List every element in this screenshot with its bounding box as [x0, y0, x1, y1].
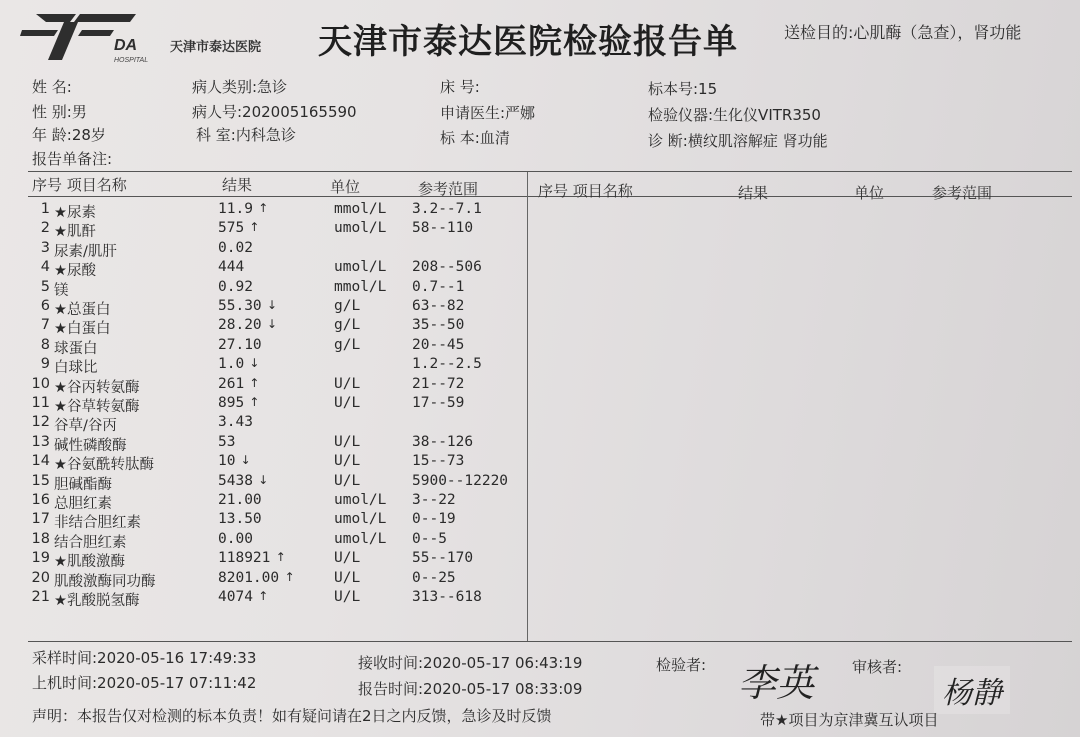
test-name: 结合胆红素 — [54, 534, 127, 551]
row-number: 21 — [31, 589, 50, 605]
test-result: 13.50 — [218, 511, 262, 528]
row-number: 11 — [31, 395, 50, 411]
test-unit: U/L — [334, 433, 361, 450]
report-time: 报告时间:2020-05-17 08:33:09 — [358, 680, 583, 698]
col-reference-right: 参考范围 — [932, 184, 993, 202]
patient-number: 病人号:202005165590 — [192, 103, 357, 121]
col-no-name-right: 序号 项目名称 — [538, 182, 633, 200]
test-name: 镁 — [54, 282, 69, 299]
hospital-name-small: 天津市泰达医院 — [170, 40, 262, 55]
row-number: 13 — [31, 433, 50, 450]
col-result: 结果 — [222, 176, 253, 194]
test-name: 非结合胆红素 — [54, 515, 141, 532]
test-unit: umol/L — [334, 492, 387, 508]
mutual-recognition-note: 带★项目为京津冀互认项目 — [760, 711, 939, 729]
row-number: 1 — [40, 201, 50, 217]
test-result: 5438 — [218, 472, 253, 489]
reviewer-label: 审核者: — [852, 658, 903, 676]
test-result: 0.02 — [218, 239, 253, 256]
reference-range: 55--170 — [412, 550, 474, 567]
test-unit: U/L — [334, 550, 361, 567]
machine-time: 上机时间:2020-05-17 07:11:42 — [32, 674, 257, 692]
table-row — [0, 531, 520, 550]
test-unit: U/L — [334, 453, 361, 470]
report-remark: 报告单备注: — [32, 150, 113, 168]
test-result: 895 — [218, 395, 245, 411]
arrow-down-icon: ↓ — [267, 298, 278, 312]
test-unit: g/L — [334, 317, 361, 334]
test-result: 21.00 — [218, 492, 262, 508]
test-unit: g/L — [334, 336, 361, 353]
row-number: 10 — [31, 375, 50, 392]
reference-range: 3.2--7.1 — [412, 201, 482, 217]
test-unit: umol/L — [334, 530, 387, 547]
logo-text: DA — [114, 37, 138, 54]
arrow-up-icon: ↑ — [249, 220, 260, 235]
row-number: 17 — [31, 511, 50, 528]
specimen-number: 标本号:15 — [648, 80, 718, 98]
reference-range: 58--110 — [412, 220, 474, 237]
table-row — [0, 453, 520, 472]
col-result-right: 结果 — [738, 184, 769, 202]
reference-range: 63--82 — [412, 298, 465, 314]
row-number: 20 — [31, 569, 50, 586]
table-row — [0, 473, 520, 492]
col-reference: 参考范围 — [418, 180, 479, 198]
col-unit-right: 单位 — [854, 184, 885, 202]
test-name: ★总蛋白 — [54, 302, 111, 318]
reference-range: 0--5 — [412, 530, 447, 547]
test-result: 11.9 — [218, 201, 253, 217]
sample-time: 采样时间:2020-05-16 17:49:33 — [32, 649, 257, 667]
row-number: 4 — [40, 259, 50, 276]
row-number: 7 — [40, 317, 50, 334]
row-number: 18 — [31, 530, 50, 547]
test-unit: U/L — [334, 589, 361, 605]
test-name: ★乳酸脱氢酶 — [54, 593, 140, 609]
receive-time: 接收时间:2020-05-17 06:43:19 — [358, 654, 583, 672]
reference-range: 17--59 — [412, 395, 465, 411]
table-row — [0, 201, 520, 220]
test-result: 0.00 — [218, 530, 253, 547]
arrow-up-icon: ↑ — [284, 569, 295, 584]
disclaimer: 声明：本报告仅对检测的标本负责！如有疑问请在2日之内反馈，急诊及时反馈 — [32, 707, 552, 725]
test-unit: U/L — [334, 472, 361, 489]
test-unit: U/L — [334, 375, 361, 392]
test-name: ★谷氨酰转肽酶 — [54, 457, 154, 474]
row-number: 12 — [31, 414, 50, 431]
logo-subtext: HOSPITAL — [114, 57, 149, 64]
test-name: 肌酸激酶同功酶 — [54, 573, 156, 590]
arrow-up-icon: ↑ — [258, 589, 269, 603]
reference-range: 5900--12220 — [412, 472, 509, 489]
test-unit: umol/L — [334, 511, 387, 528]
row-number: 8 — [40, 336, 50, 353]
test-name: 胆碱酯酶 — [54, 476, 112, 493]
bed-number: 床 号: — [440, 78, 480, 96]
test-result: 575 — [218, 220, 245, 237]
patient-category: 病人类别:急诊 — [192, 78, 288, 96]
test-unit: U/L — [334, 395, 361, 411]
specimen-type: 标 本:血清 — [440, 129, 510, 147]
test-result: 444 — [218, 259, 245, 276]
table-row — [0, 492, 520, 511]
row-number: 6 — [40, 298, 50, 314]
test-result: 0.92 — [218, 278, 253, 295]
test-result: 55.30 — [218, 298, 262, 314]
col-no-name: 序号 项目名称 — [32, 176, 127, 194]
reference-range: 35--50 — [412, 317, 465, 334]
test-name: ★白蛋白 — [54, 321, 111, 338]
test-unit: mmol/L — [334, 201, 387, 217]
test-name: ★尿素 — [54, 205, 96, 221]
table-row — [0, 259, 520, 278]
test-unit: umol/L — [334, 220, 387, 237]
table-row — [0, 279, 520, 298]
test-unit: g/L — [334, 298, 361, 314]
reference-range: 20--45 — [412, 336, 465, 353]
table-row — [0, 414, 520, 433]
reference-range: 313--618 — [412, 589, 482, 605]
table-row — [0, 240, 520, 259]
test-name: 球蛋白 — [54, 340, 98, 357]
table-row — [0, 511, 520, 530]
test-instrument: 检验仪器:生化仪VITR350 — [648, 106, 821, 124]
reference-range: 21--72 — [412, 375, 465, 392]
tester-signature: 李英 — [738, 661, 815, 705]
arrow-up-icon: ↑ — [275, 550, 286, 565]
row-number: 3 — [40, 239, 50, 256]
requesting-doctor: 申请医生:严娜 — [440, 104, 536, 122]
tester-label: 检验者: — [656, 656, 707, 674]
test-name: 碱性磷酸酶 — [54, 437, 127, 454]
test-name: ★肌酐 — [54, 224, 96, 241]
report-title: 天津市泰达医院检验报告单 — [318, 22, 738, 62]
table-top-line — [28, 171, 1072, 172]
col-unit: 单位 — [330, 178, 361, 196]
hospital-logo-icon — [18, 8, 168, 66]
test-result: 28.20 — [218, 317, 262, 334]
arrow-up-icon: ↑ — [249, 395, 260, 409]
table-row — [0, 317, 520, 336]
table-row — [0, 376, 520, 395]
patient-age: 年 龄:28岁 — [32, 126, 106, 144]
arrow-up-icon: ↑ — [258, 201, 269, 215]
row-number: 16 — [31, 492, 50, 508]
test-result: 4074 — [218, 589, 253, 605]
test-result: 261 — [218, 375, 245, 392]
arrow-down-icon: ↓ — [258, 472, 269, 487]
row-number: 9 — [40, 356, 50, 373]
test-result: 8201.00 — [218, 569, 280, 586]
table-row — [0, 434, 520, 453]
table-row — [0, 550, 520, 569]
table-divider — [527, 172, 528, 642]
test-name: ★谷草转氨酶 — [54, 399, 140, 415]
reference-range: 3--22 — [412, 492, 456, 508]
arrow-down-icon: ↓ — [249, 356, 260, 371]
row-number: 14 — [31, 453, 50, 470]
table-row — [0, 589, 520, 608]
row-number: 15 — [31, 472, 50, 489]
table-row — [0, 395, 520, 414]
test-name: ★尿酸 — [54, 263, 96, 280]
reference-range: 38--126 — [412, 433, 474, 450]
table-row — [0, 356, 520, 375]
reference-range: 0--25 — [412, 569, 456, 586]
test-purpose: 送检目的:心肌酶（急查），肾功能 — [784, 23, 1022, 42]
row-number: 19 — [31, 550, 50, 567]
reference-range: 0--19 — [412, 511, 456, 528]
reference-range: 208--506 — [412, 259, 482, 276]
table-bottom-line — [28, 641, 1072, 642]
reference-range: 15--73 — [412, 453, 465, 470]
table-row — [0, 337, 520, 356]
row-number: 5 — [40, 278, 50, 295]
table-row — [0, 570, 520, 589]
diagnosis: 诊 断:横纹肌溶解症 肾功能 — [648, 132, 828, 150]
arrow-down-icon: ↓ — [240, 453, 251, 468]
test-result: 10 — [218, 453, 236, 470]
test-name: 白球比 — [54, 360, 98, 377]
arrow-up-icon: ↑ — [249, 375, 260, 390]
test-result: 118921 — [218, 550, 271, 567]
department: 科 室:内科急诊 — [196, 126, 296, 144]
test-result: 3.43 — [218, 414, 253, 431]
test-name: ★谷丙转氨酶 — [54, 379, 140, 396]
test-result: 53 — [218, 433, 236, 450]
test-unit: U/L — [334, 569, 361, 586]
reviewer-signature: 杨静 — [934, 666, 1010, 714]
test-name: 总胆红素 — [54, 496, 112, 512]
reference-range: 0.7--1 — [412, 278, 465, 295]
patient-name: 姓 名: — [32, 78, 72, 96]
test-name: ★肌酸激酶 — [54, 554, 125, 571]
row-number: 2 — [40, 220, 50, 237]
test-unit: mmol/L — [334, 278, 387, 295]
patient-sex: 性 别:男 — [32, 103, 87, 121]
table-row — [0, 298, 520, 317]
arrow-down-icon: ↓ — [267, 317, 278, 332]
test-name: 谷草/谷丙 — [54, 418, 117, 435]
table-row — [0, 220, 520, 239]
test-result: 27.10 — [218, 336, 262, 353]
test-result: 1.0 — [218, 356, 245, 373]
reference-range: 1.2--2.5 — [412, 356, 482, 373]
test-name: 尿素/肌肝 — [54, 243, 117, 260]
test-unit: umol/L — [334, 259, 387, 276]
